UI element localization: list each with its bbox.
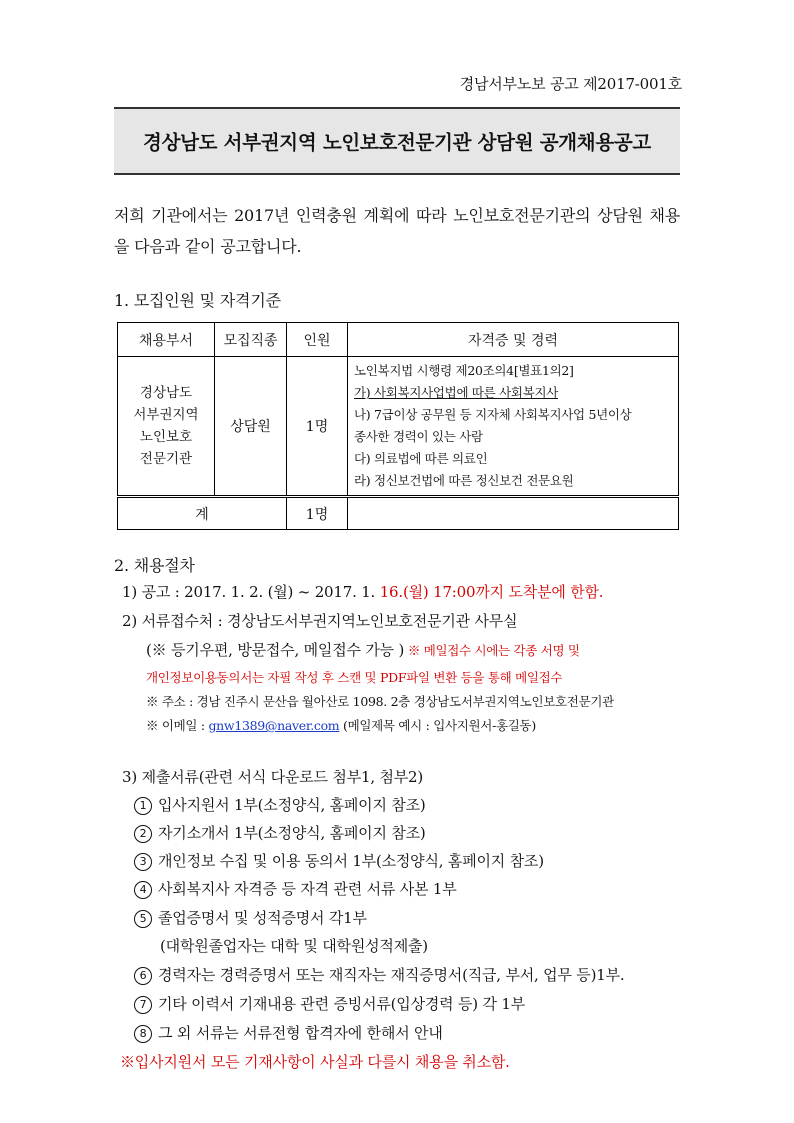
number-badge: 2 (134, 825, 152, 843)
schedule-text: 1) 공고 : 2017. 1. 2. (월) ~ 2017. 1. (122, 583, 380, 601)
table-header: 인원 (287, 323, 348, 357)
email-note-b: 개인정보이용동의서는 자필 작성 후 스캔 및 PDF파일 변환 등을 통해 메일접수 (146, 670, 563, 685)
document-text: 졸업증명서 및 성적증명서 각1부 (158, 909, 367, 927)
number-badge: 6 (134, 967, 152, 985)
dept-line: 전문기관 (139, 451, 193, 467)
list-item (134, 1022, 443, 1043)
list-item (134, 850, 544, 871)
list-item (134, 794, 426, 815)
email-link[interactable]: gnw1389@naver.com (208, 718, 340, 733)
count-cell: 1명 (287, 357, 348, 497)
document-text: 입사지원서 1부(소정양식, 홈페이지 참조) (158, 796, 426, 814)
qual-line: 다) 의료법에 따른 의료인 (354, 451, 488, 466)
table-row (118, 357, 679, 497)
document-text: 개인정보 수집 및 이용 동의서 1부(소정양식, 홈페이지 참조) (158, 852, 544, 870)
reception-line: 2) 서류접수처 : 경상남도서부권지역노인보호전문기관 사무실 (122, 612, 518, 630)
deadline-highlight: 16.(월) 17:00까지 도착분에 한함. (379, 583, 604, 601)
email-line (146, 716, 536, 734)
page-title: 경상남도 서부권지역 노인보호전문기관 상담원 공개채용공고 (143, 131, 651, 154)
number-badge: 1 (134, 797, 152, 815)
list-item (134, 822, 426, 843)
number-badge: 7 (134, 996, 152, 1014)
email-note-a: ※ 메일접수 시에는 각종 서명 및 (404, 643, 580, 658)
notice-number: 경남서부노보 공고 제2017-001호 (459, 75, 682, 93)
total-count: 1명 (287, 497, 348, 530)
document-text: 그 외 서류는 서류전형 합격자에 한해서 안내 (158, 1024, 443, 1042)
table-header: 채용부서 (118, 323, 215, 357)
qual-line: 가) 사회복지사업법에 따른 사회복지사 (354, 385, 558, 400)
title-banner (114, 107, 680, 175)
document-text: 자기소개서 1부(소정양식, 홈페이지 참조) (158, 824, 426, 842)
methods-text: (※ 등기우편, 방문접수, 메일접수 가능 ) (146, 641, 405, 659)
number-badge: 8 (134, 1025, 152, 1043)
dept-cell (118, 357, 215, 497)
job-cell: 상담원 (215, 357, 287, 497)
warning-note: ※입사지원서 모든 기재사항이 사실과 다를시 채용을 취소함. (120, 1053, 510, 1071)
document-text: 기타 이력서 기재내용 관련 증빙서류(입상경력 등) 각 1부 (158, 995, 526, 1013)
documents-title: 3) 제출서류(관련 서식 다운로드 첨부1, 첨부2) (122, 768, 424, 786)
document-text: 경력자는 경력증명서 또는 재직자는 재직증명서(직급, 부서, 업무 등)1부. (158, 966, 625, 984)
methods-line (146, 639, 580, 660)
qual-line: 나) 7급이상 공무원 등 지자체 사회복지사업 5년이상 (354, 407, 632, 422)
number-badge: 3 (134, 853, 152, 871)
qual-line: 노인복지법 시행령 제20조의4[별표1의2] (354, 363, 574, 378)
qualification-cell (348, 357, 679, 497)
table-header-row (118, 323, 679, 357)
document-note: (대학원졸업자는 대학 및 대학원성적제출) (160, 937, 428, 955)
table-header: 자격증 및 경력 (348, 323, 679, 357)
section1-title: 1. 모집인원 및 자격기준 (114, 291, 281, 310)
dept-line: 경상남도 (139, 385, 193, 401)
email-label: ※ 이메일 : (146, 718, 209, 733)
list-item (134, 907, 367, 928)
section2-title: 2. 채용절차 (114, 556, 195, 575)
total-empty-cell (348, 497, 679, 530)
qual-line: 종사한 경력이 있는 사람 (354, 429, 483, 444)
email-example: (메일제목 예시 : 입사지원서-홍길동) (339, 718, 536, 733)
requirements-table (117, 322, 679, 530)
address-line: ※ 주소 : 경남 진주시 문산읍 월아산로 1098. 2층 경상남도서부권지역노인보호전문기관 (146, 694, 614, 709)
schedule-line (122, 581, 603, 602)
list-item (134, 993, 525, 1014)
document-text: 사회복지사 자격증 등 자격 관련 서류 사본 1부 (158, 880, 457, 898)
list-item (134, 964, 624, 985)
intro-paragraph: 저희 기관에서는 2017년 인력충원 계획에 따라 노인보호전문기관의 상담원 채용을 다음과 같이 공고합니다. (114, 206, 680, 256)
total-label: 계 (118, 497, 287, 530)
table-header: 모집직종 (215, 323, 287, 357)
total-row (118, 497, 679, 530)
qual-line: 라) 정신보건법에 따른 정신보건 전문요원 (354, 473, 574, 488)
dept-line: 서부권지역 (133, 407, 199, 423)
number-badge: 4 (134, 881, 152, 899)
list-item (134, 878, 457, 899)
number-badge: 5 (134, 910, 152, 928)
dept-line: 노인보호 (139, 429, 193, 445)
